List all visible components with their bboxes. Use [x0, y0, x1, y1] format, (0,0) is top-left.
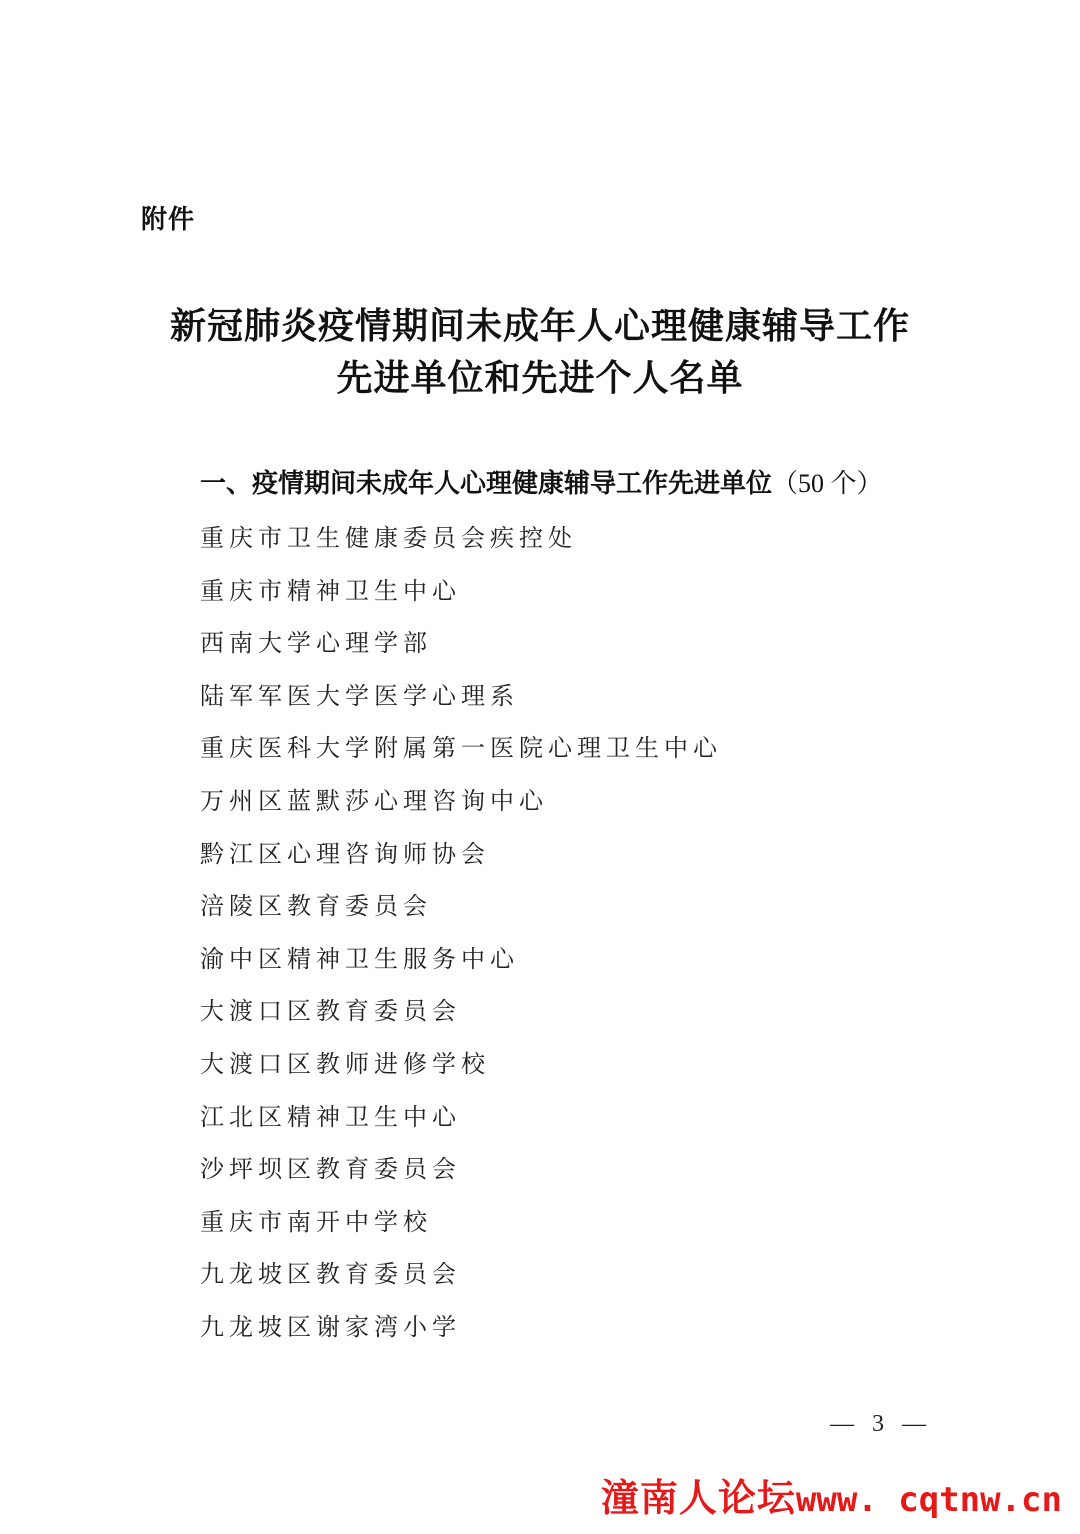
- title-line-2: 先进单位和先进个人名单: [336, 357, 744, 399]
- document-title: [0, 300, 1080, 404]
- section-unit-count: （50 个）: [772, 469, 883, 498]
- page-number: — 3 —: [830, 1411, 932, 1437]
- list-item: 九龙坡区谢家湾小学: [200, 1312, 461, 1341]
- list-item: 陆军军医大学医学心理系: [200, 681, 519, 710]
- list-item: 涪陵区教育委员会: [200, 892, 432, 921]
- list-item: 沙坪坝区教育委员会: [200, 1155, 461, 1184]
- watermark-forum-name: 潼南人论坛: [600, 1476, 796, 1520]
- list-item: 九龙坡区教育委员会: [200, 1260, 461, 1289]
- list-item: 重庆市卫生健康委员会疾控处: [200, 524, 577, 552]
- list-item: 黔江区心理咨询师协会: [200, 839, 490, 868]
- list-item: 万州区蓝默莎心理咨询中心: [200, 786, 548, 815]
- list-item: 渝中区精神卫生服务中心: [200, 944, 519, 973]
- section-heading-text: 一、疫情期间未成年人心理健康辅导工作先进单位: [200, 469, 773, 499]
- attachment-label: 附件: [141, 205, 196, 235]
- title-line-1: 新冠肺炎疫情期间未成年人心理健康辅导工作: [169, 305, 910, 347]
- section-heading: [200, 464, 883, 504]
- list-item: 大渡口区教育委员会: [200, 997, 461, 1026]
- watermark: [601, 1470, 1062, 1534]
- list-item: 重庆医科大学附属第一医院心理卫生中心: [200, 734, 722, 763]
- list-item: 大渡口区教师进修学校: [200, 1049, 490, 1078]
- list-item: 重庆市南开中学校: [200, 1207, 432, 1236]
- list-item: 西南大学心理学部: [200, 629, 432, 658]
- list-item: 重庆市精神卫生中心: [200, 576, 461, 605]
- list-item: 江北区精神卫生中心: [200, 1102, 461, 1131]
- advanced-unit-list: [200, 516, 722, 1358]
- watermark-url: www. cqtnw.cn: [795, 1480, 1062, 1520]
